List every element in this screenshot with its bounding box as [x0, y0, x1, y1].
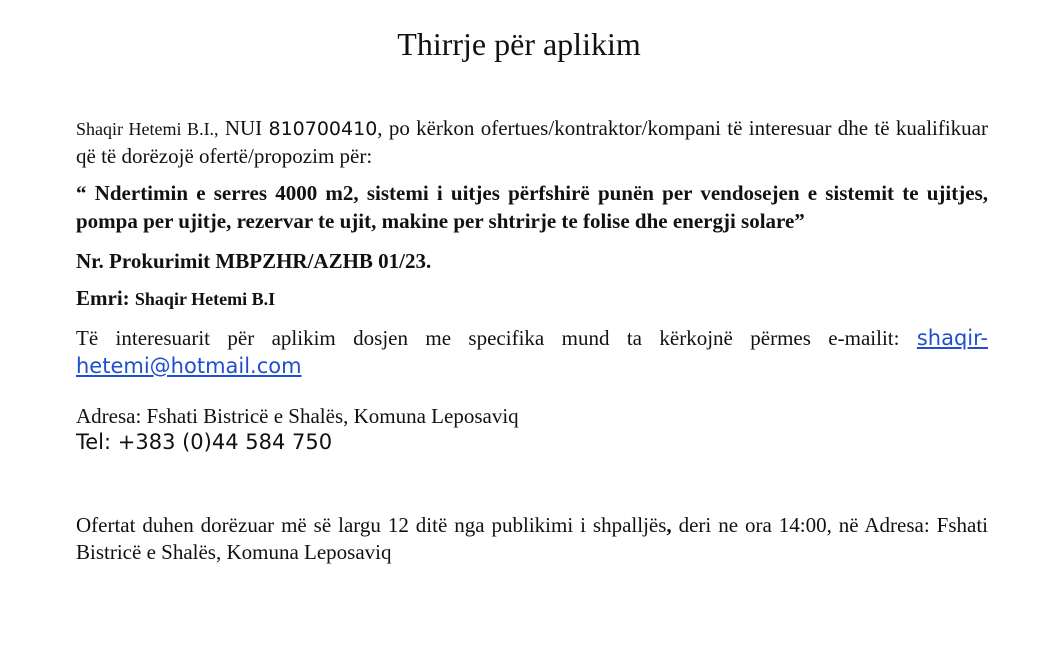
offers-paragraph — [76, 512, 988, 566]
name-value: Shaqir Hetemi B.I — [134, 289, 276, 309]
name-line — [76, 284, 988, 313]
tender-subject: “ Ndertimin e serres 4000 m2, sistemi i uitjes përfshirë punën per vendosejen e sistemit te ujitjes, pompa per ujitje, rezervar te ujit, makine per shtrirje te folise dhe energji solare” — [76, 181, 988, 233]
offers-text-after: deri ne ora 14:00, në Adresa: Fshati Bistricë e Shalës, Komuna Leposaviq — [76, 513, 988, 564]
address-line: Adresa: Fshati Bistricë e Shalës, Komuna Leposaviq — [76, 404, 519, 428]
interest-paragraph — [76, 324, 988, 380]
email-link[interactable]: shaqir-hetemi@hotmail.com — [76, 326, 988, 378]
offers-comma: , — [666, 513, 672, 537]
nui-label: NUI — [218, 116, 269, 140]
telephone-line: Tel: +383 (0)44 584 750 — [76, 430, 333, 454]
interest-text: Të interesuarit për aplikim dosjen me specifika mund ta kërkojnë përmes e-mailit: — [76, 326, 917, 350]
intro-text: , po kërkon ofertues/kontraktor/kompani të interesuar dhe të kualifikuar që të dorëzojë ofertë/propozim për: — [76, 116, 989, 168]
document-title: Thirrje për aplikim — [397, 26, 641, 62]
procurement-number: Nr. Prokurimit MBPZHR/AZHB 01/23. — [76, 249, 432, 273]
offers-text-before: Ofertat duhen dorëzuar më së largu 12 ditë nga publikimi i shpalljës — [76, 513, 667, 537]
name-label: Emri: — [76, 286, 135, 310]
nui-value: 810700410 — [268, 118, 378, 140]
company-name: Shaqir Hetemi B.I., — [76, 119, 219, 139]
intro-paragraph — [76, 115, 988, 170]
